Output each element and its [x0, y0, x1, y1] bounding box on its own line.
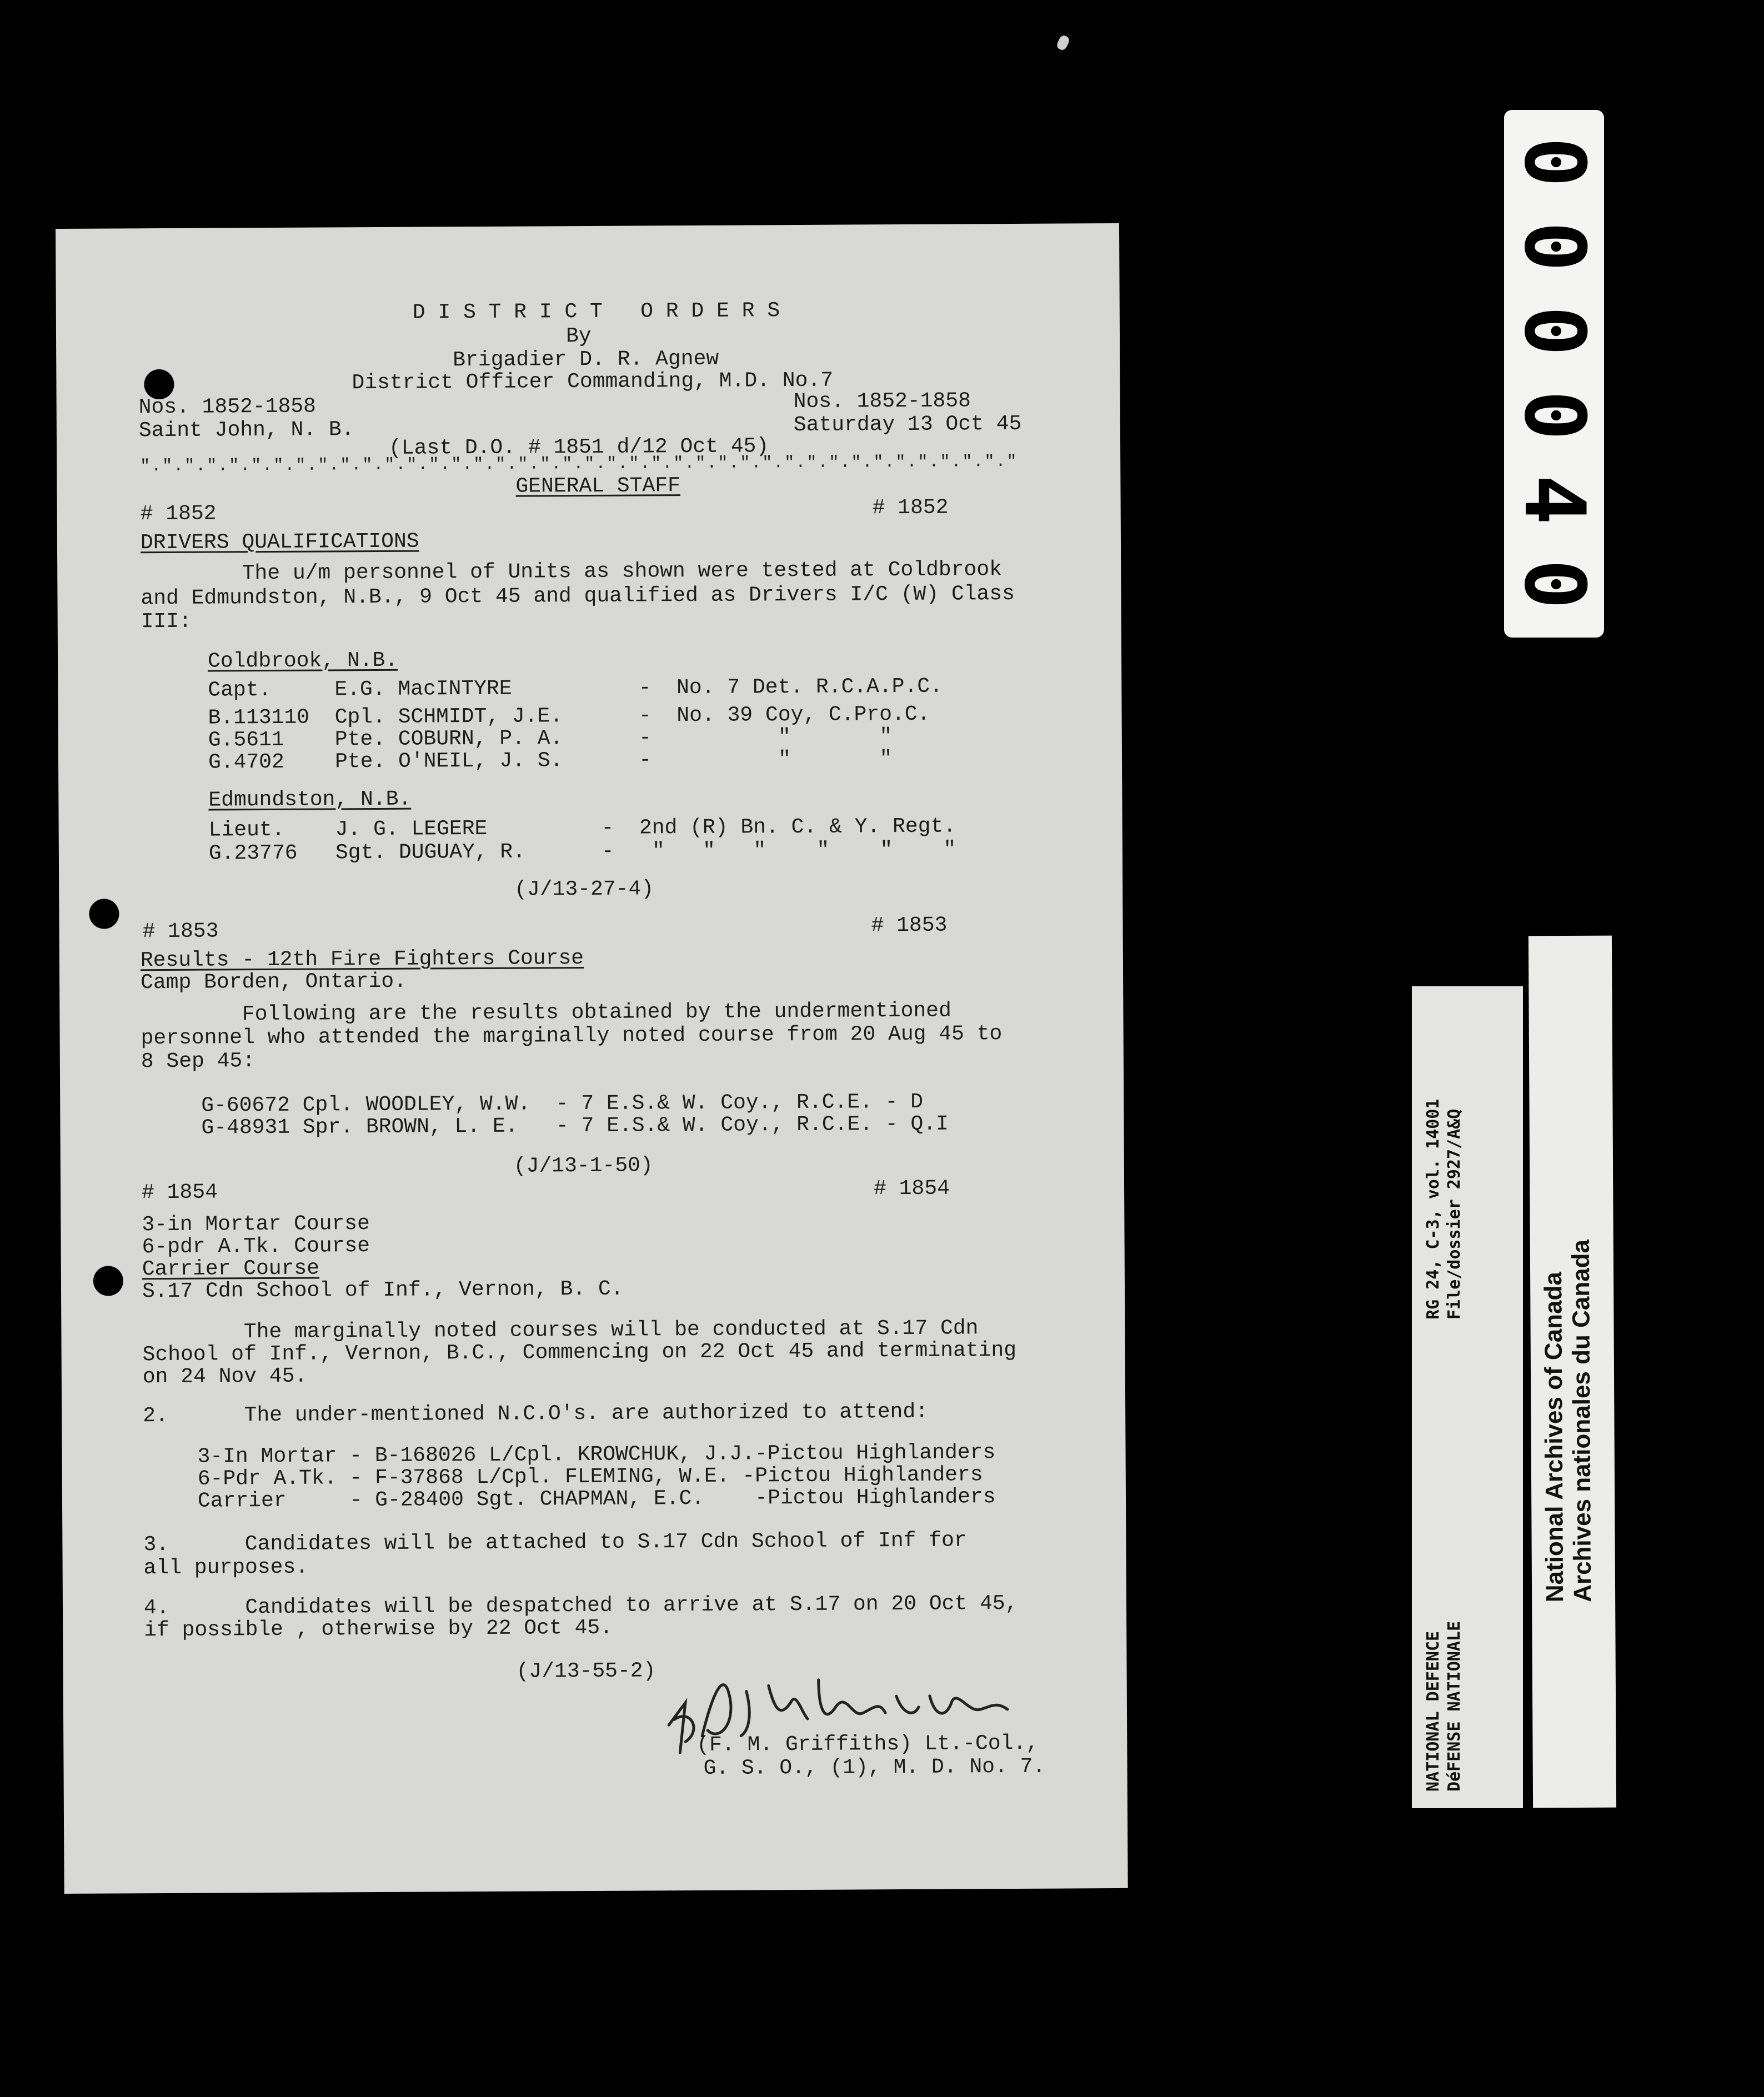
- personnel-row: Lieut. J. G. LEGERE - 2nd (R) Bn. C. & Y. Regt.: [208, 814, 956, 842]
- paragraph-line: if possible , otherwise by 22 Oct 45.: [144, 1616, 613, 1643]
- order-number-right: # 1854: [873, 1176, 950, 1201]
- department-line: DéFENSE NATIONALE: [1445, 1621, 1464, 1792]
- personnel-row: G.23776 Sgt. DUGUAY, R. - " " " " " ": [208, 837, 956, 866]
- school-name: S.17 Cdn School of Inf., Vernon, B. C.: [142, 1277, 624, 1304]
- date: Saturday 13 Oct 45: [793, 412, 1022, 438]
- frame-digit: 4: [1506, 474, 1602, 525]
- paragraph-line: The marginally noted courses will be conducted at S.17 Cdn: [142, 1316, 979, 1345]
- file-reference: (J/13-55-2): [516, 1659, 656, 1684]
- paragraph-line: III:: [141, 609, 192, 634]
- group-heading: Edmundston, N.B.: [208, 787, 412, 812]
- film-speck: [1055, 34, 1070, 51]
- frame-digit: 0: [1506, 559, 1602, 610]
- paragraph-line: School of Inf., Vernon, B.C., Commencing on 22 Oct 45 and terminating: [142, 1338, 1017, 1367]
- paragraph-line: on 24 Nov 45.: [142, 1364, 308, 1389]
- signatory-name: (F. M. Griffiths) Lt.-Col.,: [696, 1731, 1039, 1757]
- document-title: D I S T R I C T O R D E R S: [412, 299, 780, 325]
- department-line: NATIONAL DEFENCE: [1424, 1631, 1443, 1792]
- course-name: 6-pdr A.Tk. Course: [142, 1234, 370, 1260]
- order-heading: DRIVERS QUALIFICATIONS: [140, 529, 419, 555]
- personnel-row: G.4702 Pte. O'NEIL, J. S. - " ": [208, 747, 893, 775]
- author-role: District Officer Commanding, M.D. No.7: [352, 368, 834, 395]
- nco-row: Carrier - G-28400 Sgt. CHAPMAN, E.C. -Pictou Highlanders: [197, 1485, 996, 1513]
- paragraph-line: 2. The under-mentioned N.C.O's. are authorized to attend:: [143, 1399, 929, 1428]
- archive-reference-label: [1412, 986, 1523, 1808]
- order-number-right: # 1852: [872, 495, 949, 520]
- archives-name: National Archives of Canada: [1540, 1272, 1569, 1603]
- archives-name: Archives nationales du Canada: [1567, 1239, 1597, 1603]
- paragraph-line: 4. Candidates will be despatched to arrive at S.17 on 20 Oct 45,: [143, 1591, 1018, 1621]
- frame-digit: 0: [1506, 390, 1602, 441]
- frame-digit: 0: [1506, 305, 1602, 357]
- nco-row: 6-Pdr A.Tk. - F-37868 L/Cpl. FLEMING, W.E. -Pictou Highlanders: [197, 1463, 983, 1491]
- separator-rule: ".".".".".".".".".".".".".".".".".".".".".".".".".".".".".".".".".".".".".".".": [140, 452, 1018, 476]
- course-name: 3-in Mortar Course: [142, 1212, 370, 1237]
- result-row: G-48931 Spr. BROWN, L. E. - 7 E.S.& W. Coy., R.C.E. - Q.I: [201, 1112, 949, 1140]
- course-name: Carrier Course: [142, 1256, 320, 1282]
- order-number-left: # 1854: [141, 1180, 218, 1205]
- file-reference: (J/13-1-50): [513, 1153, 653, 1178]
- by-line: By: [565, 324, 592, 349]
- paragraph-line: The u/m personnel of Units as shown were tested at Coldbrook: [141, 558, 1003, 586]
- frame-digit: 0: [1506, 137, 1602, 188]
- personnel-row: G.5611 Pte. COBURN, P. A. - " ": [208, 725, 893, 752]
- paragraph-line: personnel who attended the marginally noted course from 20 Aug 45 to: [141, 1022, 1003, 1051]
- author-name: Brigadier D. R. Agnew: [453, 347, 719, 373]
- section-heading: GENERAL STAFF: [515, 474, 681, 499]
- personnel-row: B.113110 Cpl. SCHMIDT, J.E. - No. 39 Coy, C.Pro.C.: [208, 702, 930, 730]
- signatory-title: G. S. O., (1), M. D. No. 7.: [703, 1754, 1046, 1780]
- reference-line: File/dossier 2927/A&Q: [1445, 1108, 1464, 1320]
- frame-number-stamp: [1504, 110, 1604, 638]
- frame-digit: 0: [1506, 221, 1602, 272]
- paragraph-line: 8 Sep 45:: [141, 1049, 255, 1074]
- nco-row: 3-In Mortar - B-168026 L/Cpl. KROWCHUK, J.J.-Pictou Highlanders: [197, 1441, 996, 1469]
- reference-line: RG 24, C-3, vol. 14001: [1424, 1098, 1443, 1320]
- personnel-row: Capt. E.G. MacINTYRE - No. 7 Det. R.C.A.P.C.: [208, 674, 943, 703]
- paragraph-line: Following are the results obtained by the undermentioned: [141, 999, 951, 1027]
- punch-hole: [89, 899, 119, 929]
- paragraph-line: 3. Candidates will be attached to S.17 Cdn School of Inf for: [143, 1528, 967, 1557]
- result-row: G-60672 Cpl. WOODLEY, W.W. - 7 E.S.& W. Coy., R.C.E. - D: [201, 1090, 924, 1118]
- document-page: [56, 223, 1128, 1894]
- order-number-left: # 1853: [142, 919, 219, 944]
- archives-canada-label: [1529, 936, 1616, 1808]
- last-order-reference: (Last D.O. # 1851 d/12 Oct 45): [388, 434, 769, 460]
- order-numbers-right: Nos. 1852-1858: [793, 389, 971, 414]
- order-heading: Results - 12th Fire Fighters Course: [140, 946, 584, 973]
- file-reference: (J/13-27-4): [514, 877, 654, 902]
- order-number-right: # 1853: [871, 913, 948, 938]
- punch-hole: [93, 1266, 123, 1296]
- course-location: Camp Borden, Ontario.: [140, 969, 407, 995]
- paragraph-line: all purposes.: [143, 1555, 309, 1581]
- order-number-left: # 1852: [140, 501, 217, 526]
- order-numbers-left: Nos. 1852-1858: [138, 394, 317, 420]
- place: Saint John, N. B.: [138, 418, 354, 443]
- paragraph-line: and Edmundston, N.B., 9 Oct 45 and qualified as Drivers I/C (W) Class: [141, 581, 1015, 611]
- group-heading: Coldbrook, N.B.: [207, 648, 398, 674]
